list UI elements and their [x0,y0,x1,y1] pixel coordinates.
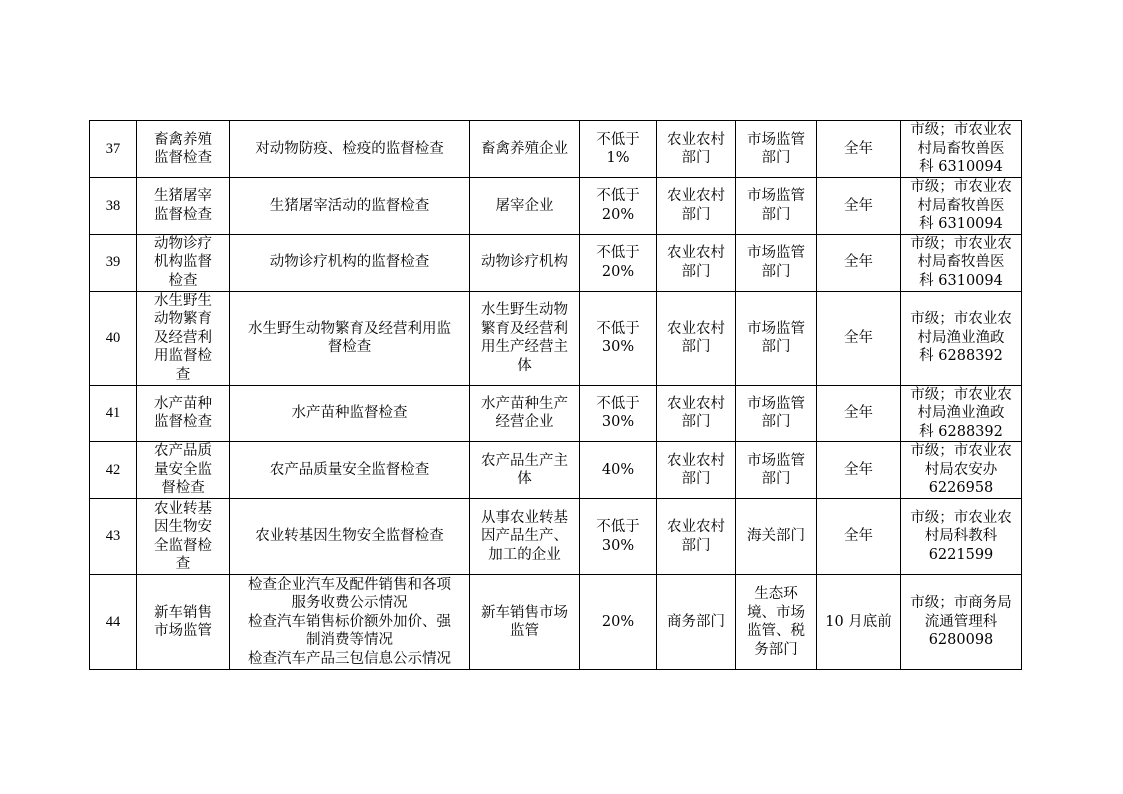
responsible-department-cell [657,291,736,385]
responsible-department-line: 农业农村 [667,320,725,337]
contact-info-cell [901,291,1022,385]
inspection-item-line: 服务收费公示情况 [291,595,408,612]
inspection-ratio-line: 不低于 [596,395,640,412]
row-number: 37 [105,140,121,157]
inspection-time: 全年 [844,405,873,421]
table-row [90,385,1022,442]
inspection-ratio-cell [580,575,657,670]
responsible-department-line: 农业农村 [667,245,725,261]
inspection-name-line: 畜禽养殖 [154,131,212,148]
contact-info-cell [901,178,1022,235]
inspection-name-line: 农业转基 [154,500,212,517]
table-row [90,575,1022,670]
inspection-item-line: 水产苗种监督检查 [291,405,408,421]
contact-info-line: 村局畜牧兽医 [917,254,1005,271]
contact-info-line: 6280098 [928,632,994,649]
inspection-object-line: 水产苗种生产 [481,395,568,412]
cooperating-department-cell [736,499,817,575]
inspection-ratio-cell [580,178,657,235]
inspection-ratio-line: 30% [601,414,635,431]
inspection-item-cell [230,291,470,385]
row-number-cell [90,291,137,385]
inspection-name-line: 全监督检 [154,537,212,554]
cooperating-department-line: 部门 [761,206,791,223]
inspection-item-line: 督检查 [327,339,372,355]
responsible-department-cell [657,499,736,575]
inspection-name-line: 动物诊疗 [154,235,212,252]
inspection-item-cell [230,121,470,178]
inspection-item-line: 水生野生动物繁育及经营利用监 [248,320,451,337]
inspection-item-line: 生猪屠宰活动的监督检查 [269,197,430,214]
inspection-object-line: 动物诊疗机构 [481,254,568,271]
inspection-name-line: 动物繁育 [154,311,212,328]
responsible-department-line: 部门 [681,414,711,431]
inspection-ratio-line: 30% [601,339,635,355]
inspection-time-cell [817,121,901,178]
inspection-time-cell [817,499,901,575]
inspection-name-line: 查 [175,366,191,383]
cooperating-department-line: 部门 [761,150,791,166]
inspection-item-cell [230,575,470,670]
cooperating-department-line: 部门 [761,414,791,431]
contact-info-line: 村局渔业渔政 [917,329,1005,346]
table-row [90,442,1022,499]
cooperating-department-line: 市场监管 [747,395,805,412]
cooperating-department-line: 海关部门 [747,528,805,545]
responsible-department-line: 农业农村 [667,395,725,412]
contact-info-line: 6221599 [928,546,994,563]
cooperating-department-line: 部门 [761,471,791,487]
inspection-object-line: 畜禽养殖企业 [481,140,568,157]
responsible-department-line: 商务部门 [667,613,725,630]
contact-info-cell [901,234,1022,291]
row-number-cell [90,385,137,442]
cooperating-department-line: 市场监管 [747,131,805,148]
contact-info-line: 市级；市农业农 [910,122,1012,139]
inspection-name-cell [137,178,230,235]
inspection-item-line: 农产品质量安全监督检查 [269,461,430,478]
inspection-object-line: 体 [517,357,532,374]
inspection-time: 全年 [844,461,873,478]
inspection-name-line: 水生野生 [154,292,212,309]
inspection-item-cell [230,499,470,575]
inspection-ratio-line: 20% [601,263,635,280]
inspection-ratio-line: 40% [601,461,635,478]
cooperating-department-cell [736,121,817,178]
inspection-object-line: 加工的企业 [488,546,561,563]
inspection-name-line: 及经营利 [154,329,212,346]
row-number-cell [90,178,137,235]
inspection-ratio-cell [580,121,657,178]
inspection-object-cell [470,291,580,385]
row-number: 42 [105,461,121,478]
row-number-cell [90,121,137,178]
contact-info-cell [901,499,1022,575]
inspection-name-cell [137,234,230,291]
inspection-name-cell [137,385,230,442]
inspection-name-cell [137,499,230,575]
responsible-department-line: 部门 [681,537,711,554]
contact-info-line: 村局渔业渔政 [917,405,1005,421]
inspection-name-line: 水产苗种 [154,395,212,412]
inspection-ratio-cell [580,499,657,575]
contact-info-line: 市级；市农业农 [910,179,1012,195]
cooperating-department-cell [736,385,817,442]
inspection-name-line: 市场监管 [154,623,212,639]
inspection-time-cell [817,178,901,235]
contact-info-line: 市级；市农业农 [910,386,1012,403]
inspection-item-cell [230,442,470,499]
responsible-department-line: 农业农村 [667,131,725,148]
table-body [90,121,1022,670]
inspection-item-line: 对动物防疫、检疫的监督检查 [255,140,444,157]
row-number: 41 [105,405,121,421]
inspection-item-line: 动物诊疗机构的监督检查 [269,254,430,271]
inspection-object-line: 繁育及经营利 [481,320,568,337]
inspection-ratio-line: 不低于 [596,188,640,205]
inspection-object-cell [470,499,580,575]
inspection-time: 全年 [844,140,873,157]
cooperating-department-cell [736,234,817,291]
responsible-department-line: 部门 [681,206,711,223]
table-row [90,178,1022,235]
inspection-object-line: 监管 [510,623,539,639]
responsible-department-cell [657,385,736,442]
inspection-time-cell [817,291,901,385]
cooperating-department-line: 市场监管 [747,452,805,469]
inspection-name-cell [137,575,230,670]
inspection-name-cell [137,442,230,499]
inspection-object-line: 用生产经营主 [481,339,568,355]
inspection-object-cell [470,385,580,442]
cooperating-department-cell [736,178,817,235]
inspection-object-line: 屠宰企业 [495,197,554,214]
cooperating-department-line: 境、市场 [747,604,805,621]
cooperating-department-line: 市场监管 [747,320,805,337]
inspection-time-cell [817,442,901,499]
row-number-cell [90,442,137,499]
responsible-department-line: 部门 [681,150,711,166]
inspection-object-cell [470,121,580,178]
row-number-cell [90,575,137,670]
table-row [90,234,1022,291]
inspection-item-cell [230,234,470,291]
cooperating-department-cell [736,442,817,499]
inspection-ratio-line: 不低于 [596,320,640,337]
row-number: 40 [105,329,121,346]
inspection-time: 全年 [844,254,873,271]
inspection-name-line: 因生物安 [154,519,212,535]
cooperating-department-line: 监管、税 [747,623,805,639]
contact-info-line: 村局畜牧兽医 [917,140,1005,157]
cooperating-department-line: 生态环 [754,586,798,602]
responsible-department-cell [657,442,736,499]
cooperating-department-cell [736,575,817,670]
cooperating-department-line: 市场监管 [747,188,805,205]
inspection-object-line: 农产品生产主 [481,452,568,469]
row-number: 38 [105,197,121,214]
contact-info-line: 村局农安办 [924,461,998,478]
contact-info-line: 科 6288392 [919,348,1003,365]
cooperating-department-line: 部门 [761,263,791,280]
contact-info-line: 科 6288392 [919,423,1003,440]
row-number: 39 [105,254,121,271]
row-number: 44 [105,613,121,630]
responsible-department-cell [657,575,736,670]
inspection-object-line: 因产品生产、 [481,528,568,545]
contact-info-line: 市级；市农业农 [910,509,1012,526]
inspection-object-line: 水生野生动物 [481,302,568,318]
responsible-department-line: 部门 [681,263,711,280]
inspection-name-line: 查 [175,556,191,572]
inspection-time-cell [817,575,901,670]
contact-info-cell [901,121,1022,178]
table-row [90,291,1022,385]
inspection-object-cell [470,234,580,291]
inspection-time-cell [817,234,901,291]
inspection-name-line: 用监督检 [154,348,212,365]
inspection-item-cell [230,178,470,235]
inspection-object-line: 新车销售市场 [481,604,568,621]
inspection-time: 全年 [844,329,873,346]
inspection-name-line: 量安全监 [154,461,212,478]
inspection-object-cell [470,178,580,235]
contact-info-line: 村局畜牧兽医 [917,197,1005,214]
inspection-name-line: 监督检查 [154,414,212,431]
inspection-name-line: 督检查 [161,480,205,497]
inspection-object-cell [470,442,580,499]
contact-info-line: 6226958 [928,480,994,497]
contact-info-line: 流通管理科 [924,613,998,630]
inspection-item-line: 检查企业汽车及配件销售和各项 [248,576,451,593]
contact-info-line: 市级；市农业农 [910,235,1012,252]
contact-info-cell [901,575,1022,670]
inspection-name-line: 生猪屠宰 [154,188,212,205]
inspection-object-line: 经营企业 [495,414,554,431]
cooperating-department-line: 部门 [761,339,791,355]
contact-info-cell [901,442,1022,499]
contact-info-line: 科 6310094 [919,216,1003,232]
contact-info-line: 市级；市农业农 [910,311,1012,328]
inspection-ratio-line: 不低于 1% [596,131,640,166]
inspection-name-line: 农产品质 [154,443,212,460]
inspection-item-line: 检查汽车产品三包信息公示情况 [248,650,451,667]
table-row [90,499,1022,575]
inspection-name-cell [137,291,230,385]
inspection-ratio-cell [580,385,657,442]
responsible-department-cell [657,121,736,178]
inspection-time: 10 月底前 [825,613,892,630]
inspection-item-cell [230,385,470,442]
inspection-ratio-line: 20% [601,613,635,630]
inspection-name-line: 新车销售 [154,604,212,621]
contact-info-line: 科 6310094 [919,272,1003,289]
responsible-department-line: 部门 [681,339,711,355]
inspection-ratio-line: 20% [601,206,635,223]
inspection-ratio-line: 不低于 [596,519,640,535]
inspection-table [89,120,1022,670]
cooperating-department-line: 务部门 [754,641,798,658]
row-number: 43 [105,528,121,545]
inspection-name-cell [137,121,230,178]
row-number-cell [90,234,137,291]
inspection-item-line: 检查汽车销售标价额外加价、强 [248,613,451,630]
inspection-object-cell [470,575,580,670]
cooperating-department-cell [736,291,817,385]
inspection-item-line: 农业转基因生物安全监督检查 [255,528,444,545]
inspection-item-line: 制消费等情况 [306,632,393,649]
table-row [90,121,1022,178]
inspection-time-cell [817,385,901,442]
responsible-department-cell [657,178,736,235]
contact-info-line: 市级；市农业农 [910,443,1012,460]
responsible-department-line: 部门 [681,471,711,487]
inspection-name-line: 机构监督 [154,254,212,271]
row-number-cell [90,499,137,575]
contact-info-line: 市级；市商务局 [910,595,1012,612]
inspection-time: 全年 [844,528,873,545]
inspection-object-line: 从事农业转基 [481,509,568,526]
inspection-name-line: 监督检查 [154,150,212,166]
responsible-department-line: 农业农村 [667,188,725,205]
inspection-time: 全年 [844,197,873,214]
inspection-name-line: 检查 [168,272,198,289]
responsible-department-line: 农业农村 [667,519,725,535]
inspection-ratio-line: 30% [601,537,635,554]
responsible-department-cell [657,234,736,291]
inspection-ratio-cell [580,291,657,385]
cooperating-department-line: 市场监管 [747,245,805,261]
inspection-name-line: 监督检查 [154,206,212,223]
inspection-ratio-cell [580,442,657,499]
inspection-object-line: 体 [517,471,532,487]
inspection-ratio-cell [580,234,657,291]
contact-info-cell [901,385,1022,442]
contact-info-line: 村局科教科 [924,528,998,545]
inspection-ratio-line: 不低于 [596,245,640,261]
responsible-department-line: 农业农村 [667,452,725,469]
contact-info-line: 科 6310094 [919,159,1003,176]
